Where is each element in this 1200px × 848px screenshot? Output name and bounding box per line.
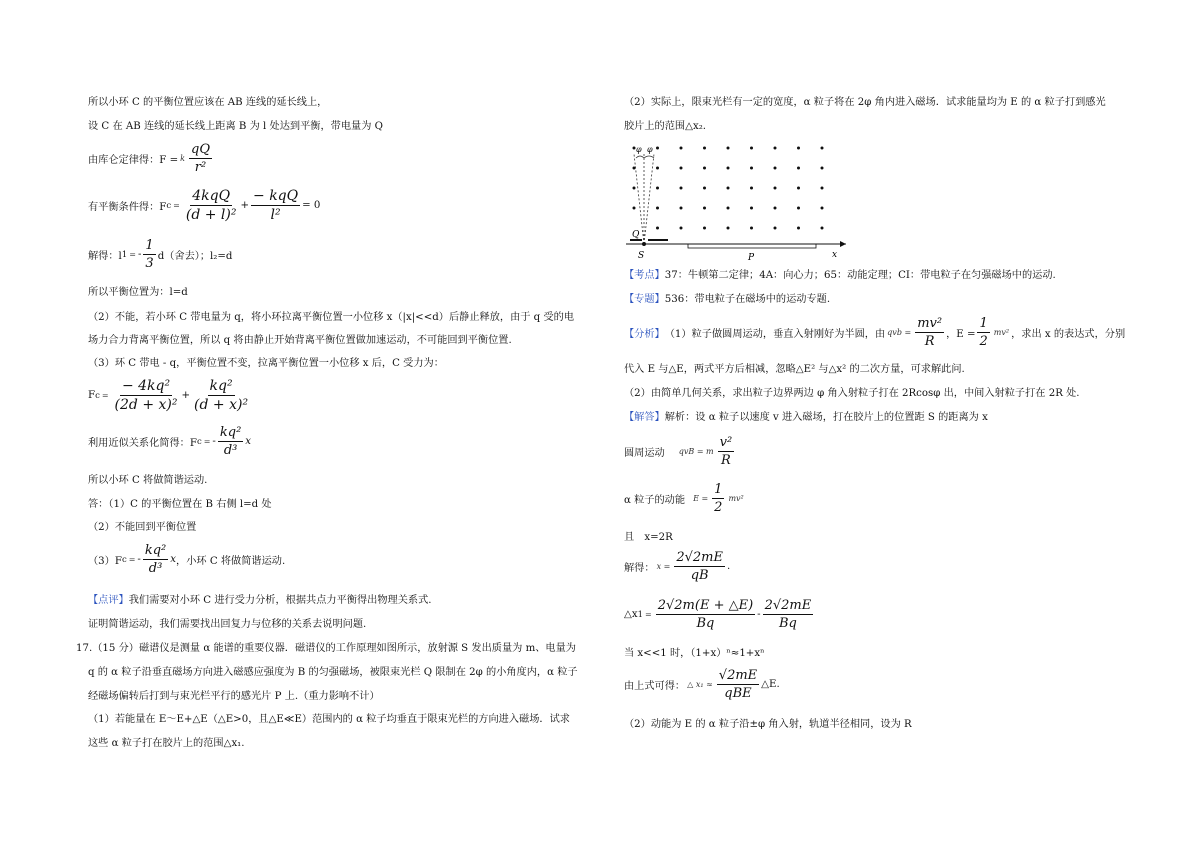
field-dot bbox=[774, 187, 777, 190]
field-dot bbox=[727, 147, 730, 150]
field-dot bbox=[821, 167, 824, 170]
text-line: 这些 α 粒子打在胶片上的范围△x₁. bbox=[88, 738, 245, 749]
text-line: （2）不能，若小环 C 带电量为 q，将小环拉离平衡位置一小位移 x（|x|<<d）后静止释放，由于 q 受的电 bbox=[88, 312, 575, 323]
text-line: q 的 α 粒子沿垂直磁场方向进入磁感应强度为 B 的匀强磁场，被限束光栏 Q 限制在 2φ 的小角度内，α 粒子 bbox=[88, 667, 578, 678]
field-dot bbox=[656, 227, 659, 230]
field-dot bbox=[750, 207, 753, 210]
field-dot bbox=[633, 207, 636, 210]
fraction: $\frac{1}{3}$ bbox=[145, 238, 154, 271]
phi-arc bbox=[644, 156, 654, 158]
field-dot bbox=[633, 187, 636, 190]
field-dot bbox=[656, 167, 659, 170]
text-line: 所以平衡位置为：l=d bbox=[88, 287, 188, 298]
beam-line bbox=[644, 154, 654, 244]
field-dot bbox=[703, 187, 706, 190]
approx-delta-equation: 由上式可得： △ x₁ ≈ $\frac{√2mE}{\text{qBE}}$ △E. bbox=[624, 668, 780, 701]
text-line: （2）动能为 E 的 α 粒子沿±φ 角入射，轨道半径相同，设为 R bbox=[624, 719, 912, 730]
field-dot bbox=[774, 167, 777, 170]
field-dot bbox=[703, 207, 706, 210]
field-dot bbox=[797, 227, 800, 230]
field-dot bbox=[656, 187, 659, 190]
field-dot bbox=[797, 167, 800, 170]
comment-line: 【点评】我们需要对小环 C 进行受力分析，根据共点力平衡得出物理关系式. bbox=[88, 595, 432, 606]
jieda-line: 【解答】解析：设 α 粒子以速度 v 进入磁场，打在胶片上的位置距 S 的距离为 x bbox=[624, 412, 988, 423]
solution-equation: 解得：l 1 = - $\frac{1}{3}$ d（舍去）；l₂=d bbox=[88, 238, 233, 271]
text-line: 且 x=2R bbox=[624, 532, 673, 543]
magnetic-spectrometer-diagram bbox=[624, 140, 854, 260]
text-line: （3）环 C 带电 - q，平衡位置不变，拉离平衡位置一小位移 x 后，C 受力为： bbox=[88, 358, 444, 369]
field-dot bbox=[703, 227, 706, 230]
text-line: 胶片上的范围△x₂. bbox=[624, 121, 707, 132]
phi-label: φ bbox=[647, 145, 653, 154]
delta-x-equation: △x 1 = $\frac{2√2m(E + \triangle E)}{Bq}$ - $\frac{2√2mE}{Bq}$ bbox=[624, 598, 812, 631]
coulomb-equation: 由库仑定律得：F = k $\frac{qQ}{\text{r²}}$ bbox=[88, 142, 210, 175]
fraction: $\frac{\text{kq²}}{\text{(d + x)²}}$ bbox=[194, 378, 249, 413]
field-dot bbox=[680, 147, 683, 150]
text-line: 答：（1）C 的平衡位置在 B 右侧 l=d 处 bbox=[88, 499, 272, 510]
field-dot bbox=[727, 207, 730, 210]
fraction: $\frac{2√2mE}{qB}$ bbox=[676, 550, 723, 583]
text-line: 所以小环 C 的平衡位置应该在 AB 连线的延长线上， bbox=[88, 97, 328, 108]
x-solution-equation: 解得： x = $\frac{2√2mE}{qB}$ . bbox=[624, 550, 731, 583]
film-p bbox=[688, 244, 816, 248]
field-dot bbox=[821, 187, 824, 190]
field-dot bbox=[703, 167, 706, 170]
field-dot bbox=[774, 147, 777, 150]
kinetic-energy-equation: α 粒子的动能 E = $\frac{1}{2}$ mv² bbox=[624, 482, 744, 515]
kaodian-line: 【考点】37：牛顿第二定律；4A：向心力；65：动能定理；CI：带电粒子在匀强磁场中的运动. bbox=[624, 270, 1056, 281]
fraction: $\frac{1}{2}$ bbox=[714, 482, 723, 515]
field-dot bbox=[727, 227, 730, 230]
text-line: （2）实际上，限束光栏有一定的宽度，α 粒子将在 2φ 角内进入磁场．试求能量均为 E 的 α 粒子打到感光 bbox=[624, 97, 1106, 108]
field-dot bbox=[656, 207, 659, 210]
field-dot bbox=[750, 187, 753, 190]
field-dot bbox=[821, 227, 824, 230]
fraction: $\frac{\text{4kqQ}}{\text{(d + l)²}}$ bbox=[185, 188, 237, 223]
field-dot bbox=[656, 147, 659, 150]
field-dot bbox=[750, 167, 753, 170]
question-17-line: 17.（15 分）磁谱仪是测量 α 能谱的重要仪器．磁谱仪的工作原理如图所示，放射源 S 发出质量为 m、电量为 bbox=[76, 643, 576, 654]
answer-equation: （3）F c = - $\frac{\text{kq²}}{\text{d³}}$ x ，小环 C 将做简谐运动. bbox=[88, 543, 286, 576]
label-p: P bbox=[748, 253, 755, 260]
text-line: 当 x<<1 时，（1+x）ⁿ≈1+xⁿ bbox=[624, 648, 765, 659]
text-line: （2）不能回到平衡位置 bbox=[88, 522, 197, 533]
force-equation: F c = $\frac{\text{− 4kq²}}{\text{(2d + x)²}}$ + $\frac{\text{kq²}}{\text{(d + x)²}}$ bbox=[88, 378, 249, 413]
magnetic-field-dots bbox=[633, 147, 824, 230]
field-dot bbox=[797, 207, 800, 210]
text-line: 经磁场偏转后打到与束光栏平行的感光片 P 上.（重力影响不计） bbox=[88, 691, 380, 702]
fraction: $\frac{2√2m(E + \triangle E)}{Bq}$ bbox=[657, 598, 754, 631]
fraction: $\frac{2√2mE}{Bq}$ bbox=[764, 598, 812, 631]
label-q: Q bbox=[632, 230, 640, 240]
fraction: $\frac{\text{kq²}}{\text{d³}}$ bbox=[219, 425, 242, 458]
field-dot bbox=[821, 207, 824, 210]
fraction: $\frac{\text{mv²}}{R}$ bbox=[917, 316, 943, 349]
field-dot bbox=[774, 227, 777, 230]
zhuanti-line: 【专题】536：带电粒子在磁场中的运动专题. bbox=[624, 294, 831, 305]
label-x: x bbox=[832, 250, 838, 260]
field-dot bbox=[727, 187, 730, 190]
fraction: $\frac{\text{kq²}}{\text{d³}}$ bbox=[144, 543, 167, 576]
text-line: 证明简谐运动，我们需要找出回复力与位移的关系去说明问题. bbox=[88, 619, 367, 630]
fraction: $\frac{\text{− kqQ}}{\text{l²}}$ bbox=[253, 188, 299, 223]
fenxi-line: 【分析】 （1）粒子做圆周运动，垂直入射刚好为半圆，由 qvb = $\frac{\text{mv²}}{R}$ ，E = $\frac{1}{2}$ mv² ，求出 x 的表达式，分别 bbox=[624, 316, 1126, 349]
field-dot bbox=[750, 227, 753, 230]
label-s: S bbox=[638, 251, 645, 260]
fraction: $\frac{\text{− 4kq²}}{\text{(2d + x)²}}$ bbox=[114, 378, 178, 413]
fraction: $\frac{\text{v²}}{R}$ bbox=[719, 435, 733, 468]
field-dot bbox=[774, 207, 777, 210]
field-dot bbox=[750, 147, 753, 150]
field-dot bbox=[680, 187, 683, 190]
circular-motion-equation: 圆周运动 qvB = m $\frac{\text{v²}}{R}$ bbox=[624, 435, 733, 468]
phi-arc bbox=[636, 156, 644, 158]
text-line: （2）由简单几何关系，求出粒子边界两边 φ 角入射粒子打在 2Rcosφ 出，中间入射粒子打在 2R 处. bbox=[624, 388, 1080, 399]
text-line: 所以小环 C 将做简谐运动. bbox=[88, 475, 208, 486]
field-dot bbox=[703, 147, 706, 150]
field-dot bbox=[680, 167, 683, 170]
field-dot bbox=[821, 147, 824, 150]
text-line: 场力合力背离平衡位置，所以 q 将由静止开始背离平衡位置做加速运动，不可能回到平衡位置. bbox=[88, 335, 512, 346]
field-dot bbox=[797, 187, 800, 190]
field-dot bbox=[680, 227, 683, 230]
text-line: 代入 E 与△E，两式平方后相减，忽略△E² 与△x² 的二次方量，可求解此问. bbox=[624, 364, 965, 375]
fraction: $\frac{1}{2}$ bbox=[979, 316, 988, 349]
field-dot bbox=[727, 167, 730, 170]
text-line: （1）若能量在 E～E+△E（△E>0，且△E≪E）范围内的 α 粒子均垂直于限束光栏的方向进入磁场．试求 bbox=[88, 714, 570, 725]
text-line: 设 C 在 AB 连线的延长线上距离 B 为 l 处达到平衡，带电量为 Q bbox=[88, 121, 384, 132]
balance-equation: 有平衡条件得：F c = $\frac{\text{4kqQ}}{\text{(d + l)²}}$ + $\frac{\text{− kqQ}}{\text{l²}}$ = 0 bbox=[88, 188, 321, 223]
fraction: $\frac{qQ}{\text{r²}}$ bbox=[191, 142, 210, 175]
field-dot bbox=[680, 207, 683, 210]
fraction: $\frac{√2mE}{\text{qBE}}$ bbox=[718, 668, 758, 701]
axis-arrow-icon bbox=[840, 241, 846, 247]
phi-label: φ bbox=[636, 145, 642, 154]
field-dot bbox=[797, 147, 800, 150]
approx-equation: 利用近似关系化简得：F c = - $\frac{\text{kq²}}{\text{d³}}$ x bbox=[88, 425, 252, 458]
source-point bbox=[642, 242, 646, 246]
